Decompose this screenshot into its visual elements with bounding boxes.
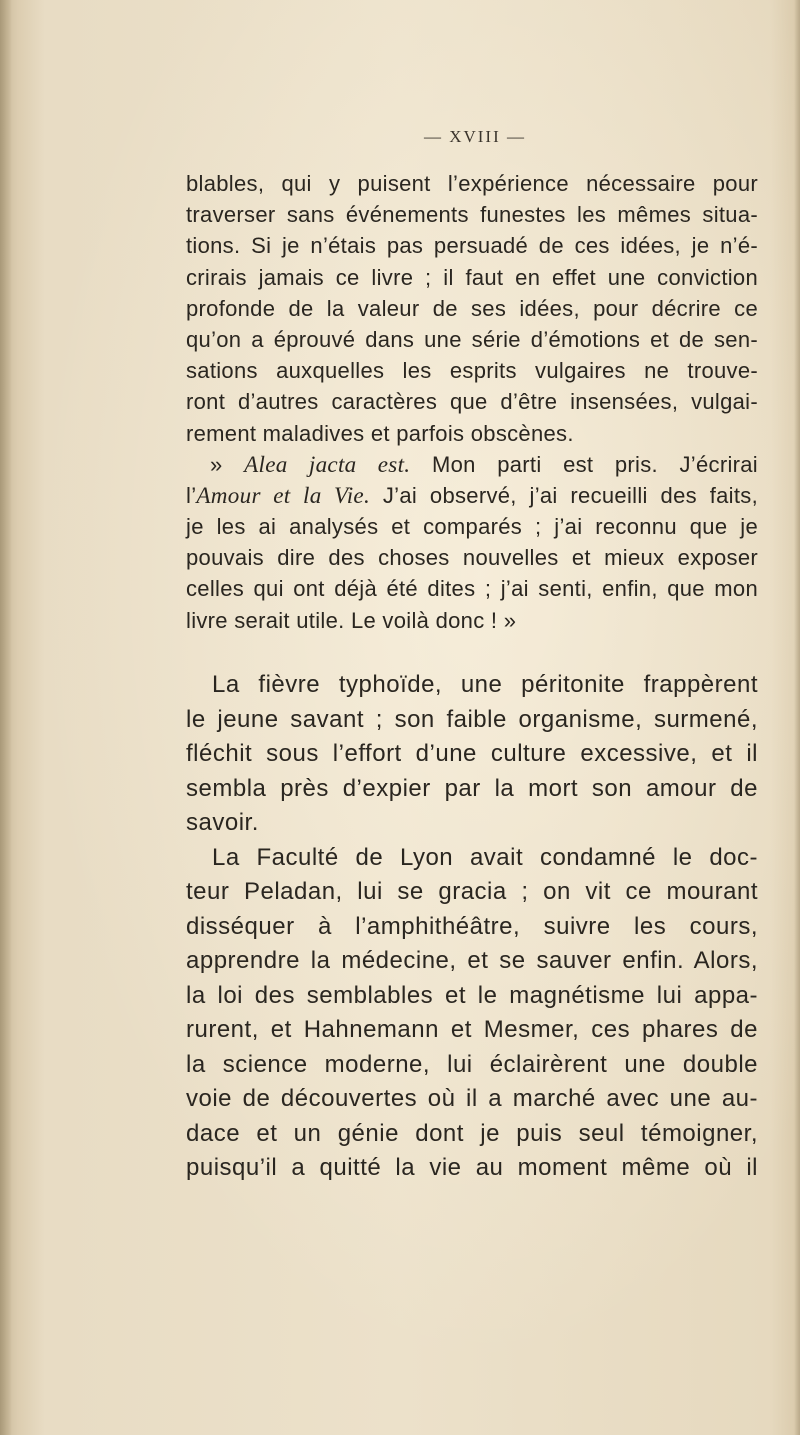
binding-edge	[0, 0, 12, 1435]
page-edge	[794, 0, 800, 1435]
quote-line: livre serait utile. Le voilà donc ! »	[186, 607, 517, 633]
text-line: blables, qui y puisent l’expérience nécessaire pour	[186, 171, 758, 196]
latin-phrase: Alea jacta est.	[244, 450, 411, 477]
text-line: rurent, et Hahnemann et Mesmer, ces phares de	[186, 1016, 758, 1043]
text-line: le jeune savant ; son faible organisme, surmené,	[186, 705, 758, 733]
text-line: crirais jamais ce livre ; il faut en effet une conviction	[186, 264, 758, 290]
text-line: apprendre la médecine, et se sauver enfin. Alors,	[186, 947, 758, 974]
body-text	[186, 168, 758, 636]
text-line: La fièvre typhoïde, une péritonite frappèrent	[212, 671, 758, 698]
text-line: qu’on a éprouvé dans une série d’émotions et de sen-	[186, 326, 758, 352]
quote-text: l’	[186, 482, 197, 508]
text-line: rement maladives et parfois obscènes.	[186, 420, 574, 446]
text-line: teur Peladan, lui se gracia ; on vit ce mourant	[186, 878, 758, 905]
text-line: La Faculté de Lyon avait condamné le doc-	[212, 843, 758, 871]
quote-open: »	[210, 451, 245, 477]
text-line: profonde de la valeur de ses idées, pour décrire ce	[186, 295, 758, 321]
text-line: sations auxquelles les esprits vulgaires ne trouve-	[186, 358, 758, 384]
page-number: — XVIII —	[423, 127, 527, 146]
text-line: voie de découvertes où il a marché avec une au-	[186, 1085, 758, 1112]
text-line: fléchit sous l’effort d’une culture excessive, et il	[186, 740, 758, 767]
text-line: la science moderne, lui éclairèrent une double	[186, 1050, 758, 1078]
text-line: ront d’autres caractères que d’être insensées, vulgai-	[186, 389, 758, 415]
quote-line	[186, 449, 758, 480]
text-line: disséquer à l’amphithéâtre, suivre les cours,	[186, 912, 758, 940]
text-line: tions. Si je n’étais pas persuadé de ces idées, je n’é-	[186, 233, 758, 259]
text-line: dace et un génie dont je puis seul témoigner,	[186, 1119, 758, 1147]
text-line: la loi des semblables et le magnétisme lui appa-	[186, 981, 758, 1009]
quote-line: je les ai analysés et comparés ; j’ai reconnu que je	[186, 514, 758, 540]
quote-line: pouvais dire des choses nouvelles et mieux exposer	[186, 545, 758, 571]
quote-text: Mon parti est pris. J’écrirai	[410, 451, 758, 477]
quote-line	[186, 480, 758, 511]
quote-text: J’ai observé, j’ai recueilli des faits,	[370, 482, 758, 508]
book-title: Amour et la Vie.	[196, 481, 371, 508]
text-line: puisqu’il a quitté la vie au moment même où il	[186, 1154, 758, 1181]
text-line: sembla près d’expier par la mort son amour de	[186, 774, 758, 802]
text-line: traverser sans événements funestes les mêmes situa-	[186, 202, 758, 228]
quote-line: celles qui ont déjà été dites ; j’ai senti, enfin, que mon	[186, 576, 758, 602]
body-text-continued	[186, 668, 758, 1186]
text-line: savoir.	[186, 809, 259, 836]
